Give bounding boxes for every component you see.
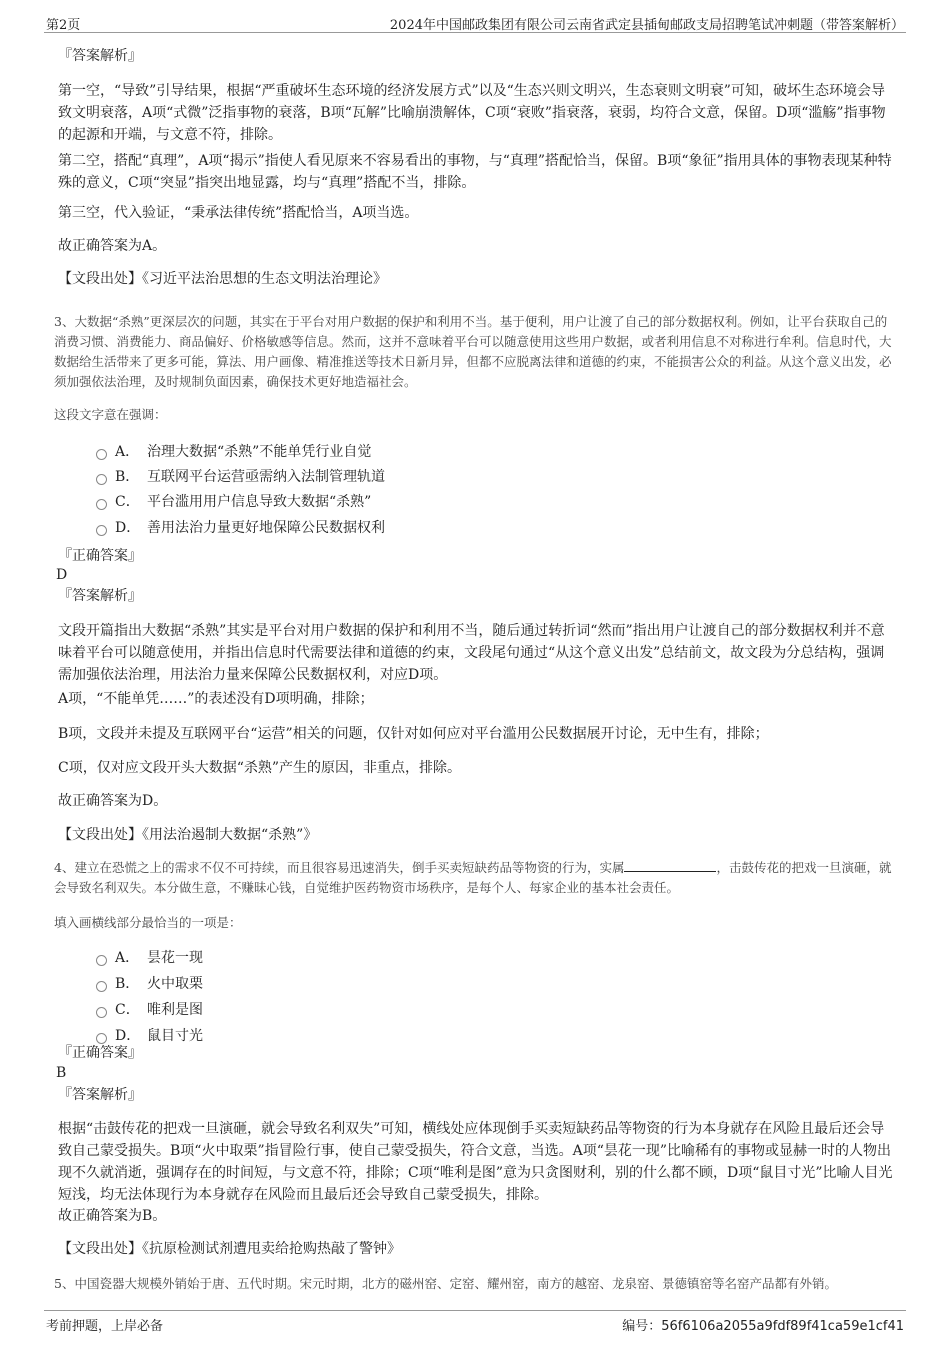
q3-option-d[interactable]: D． 善用法治力量更好地保障公民数据权利 <box>96 517 385 539</box>
q4-analysis-label: 『答案解析』 <box>58 1087 142 1103</box>
q2-analysis-p2: 第二空，搭配“真理”，A项“揭示”指使人看见原来不容易看出的事物，与“真理”搭配恰当，保留。B项“象征”指用具体的事物表现某种特殊的意义，C项“突显”指突出地显露，均与“真理”搭配不当，排除。 <box>58 153 892 191</box>
q4-option-a[interactable]: A． 昙花一现 <box>96 947 203 969</box>
q3-analysis-pc: C项，仅对应文段开头大数据“杀熟”产生的原因，非重点，排除。 <box>58 760 462 776</box>
q3-analysis-pb: B项，文段并未提及互联网平台“运营”相关的问题，仅针对如何应对平台滥用公民数据展开讨论，无中生有，排除； <box>58 726 769 742</box>
q2-analysis-label: 『答案解析』 <box>58 48 142 64</box>
q3-analysis-pa: A项，“不能单凭……”的表述没有D项明确，排除； <box>58 691 374 707</box>
q4-analysis-p1: 根据“击鼓传花的把戏一旦演砸，就会导致名利双失”可知，横线处应体现倒手买卖短缺药品等物资的行为本身就存在风险且最后还会导致自己蒙受损失。B项“火中取栗”指冒险行事，使自己蒙受损失，符合文意，当选。A项“昙花一现”比喻稀有的事物或显赫一时的人物出现不久就消逝，强调存在的时间短，与文意不符，排除；C项“唯利是图”意为只贪图财利，别的什么都不顾，D项“鼠目寸光”比喻人目光短浅，均无法体现行为本身就存在风险而且最后还会导致自己蒙受损失，排除。 <box>58 1121 893 1203</box>
q3-source: 【文段出处】《用法治遏制大数据“杀熟”》 <box>58 827 318 843</box>
q3-answer-label: 『正确答案』 <box>58 548 142 564</box>
radio-icon[interactable] <box>96 981 107 992</box>
q3-answer: D <box>56 567 68 583</box>
q3-option-b[interactable]: B． 互联网平台运营亟需纳入法制管理轨道 <box>96 466 385 488</box>
q2-analysis-p1: 第一空，“导致”引导结果，根据“严重破坏生态环境的经济发展方式”以及“生态兴则文明兴，生态衰则文明衰”可知，破坏生态环境会导致文明衰落，A项“式微”泛指事物的衰落，B项“瓦解”比喻崩溃解体，C项“衰败”指衰落，衰弱，均符合文意，保留。D项“滥觞”指事物的起源和开端，与文意不符，排除。 <box>58 83 886 143</box>
radio-icon[interactable] <box>96 525 107 536</box>
q4-conclusion: 故正确答案为B。 <box>58 1208 167 1224</box>
q4-stem: 4、建立在恐慌之上的需求不仅不可持续，而且很容易迅速消失，倒手买卖短缺药品等物资的行为，实属 ，击鼓传花的把戏一旦演砸，就会导致名利双失。本分做生意，不赚昧心钱，自觉维护医药物资市场秩序，是每个人、每家企业的基本社会责任。 <box>54 860 892 895</box>
q3-analysis-label: 『答案解析』 <box>58 588 142 604</box>
q3-stem: 3、大数据“杀熟”更深层次的问题，其实在于平台对用户数据的保护和利用不当。基于便利，用户让渡了自己的部分数据权利。例如，让平台获取自己的消费习惯、消费能力、商品偏好、价格敏感等信息。然而，这并不意味着平台可以随意使用这些用户数据，或者利用信息不对称进行牟利。信息时代，大数据给生活带来了更多可能，算法、用户画像、精准推送等技术日新月异，但都不应脱离法律和道德的约束，不能损害公众的利益。从这个意义出发，必须加强依法治理，及时规制负面因素，确保技术更好地造福社会。 <box>54 314 892 389</box>
q4-source: 【文段出处】《抗原检测试剂遭甩卖给抢购热敲了警钟》 <box>58 1241 401 1257</box>
radio-icon[interactable] <box>96 499 107 510</box>
q3-prompt: 这段文字意在强调： <box>54 407 167 422</box>
q4-answer-label: 『正确答案』 <box>58 1045 142 1061</box>
q4-prompt: 填入画横线部分最恰当的一项是： <box>54 915 242 930</box>
radio-icon[interactable] <box>96 1033 107 1044</box>
radio-icon[interactable] <box>96 1007 107 1018</box>
page-footer <box>44 1310 906 1335</box>
radio-icon[interactable] <box>96 449 107 460</box>
page-header <box>44 12 906 33</box>
footer-code: 编号：56f6106a2055a9fdf89f41ca59e1cf41 <box>622 1319 904 1334</box>
radio-icon[interactable] <box>96 955 107 966</box>
q3-conclusion: 故正确答案为D。 <box>58 793 168 809</box>
document-title: 2024年中国邮政集团有限公司云南省武定县插甸邮政支局招聘笔试冲刺题（带答案解析） <box>389 18 904 33</box>
q2-analysis-p3: 第三空，代入验证，“秉承法律传统”搭配恰当，A项当选。 <box>58 205 419 221</box>
page-number: 第2页 <box>46 18 81 33</box>
q3-option-a[interactable]: A． 治理大数据“杀熟”不能单凭行业自觉 <box>96 441 371 463</box>
q4-option-c[interactable]: C． 唯利是图 <box>96 999 203 1021</box>
q2-source: 【文段出处】《习近平法治思想的生态文明法治理论》 <box>58 271 387 287</box>
radio-icon[interactable] <box>96 474 107 485</box>
q4-option-d[interactable]: D． 鼠目寸光 <box>96 1025 203 1047</box>
q4-option-b[interactable]: B． 火中取栗 <box>96 973 203 995</box>
q3-analysis-p1: 文段开篇指出大数据“杀熟”其实是平台对用户数据的保护和利用不当，随后通过转折词“然而”指出用户让渡自己的部分数据权利并不意味着平台可以随意使用，并指出信息时代需要法律和道德的约束，文段尾句通过“从这个意义出发”总结前文，故文段为分总结构，强调需加强依法治理，用法治力量来保障公民数据权利，对应D项。 <box>58 623 885 683</box>
q5-stem: 5、中国瓷器大规模外销始于唐、五代时期。宋元时期，北方的磁州窑、定窑、耀州窑，南方的越窑、龙泉窑、景德镇窑等名窑产品都有外销。 <box>54 1276 837 1291</box>
fill-in-blank <box>624 859 716 872</box>
q4-answer: B <box>56 1065 67 1081</box>
q3-option-c[interactable]: C． 平台滥用用户信息导致大数据“杀熟” <box>96 491 371 513</box>
q2-conclusion: 故正确答案为A。 <box>58 238 167 254</box>
footer-slogan: 考前押题，上岸必备 <box>46 1319 164 1334</box>
